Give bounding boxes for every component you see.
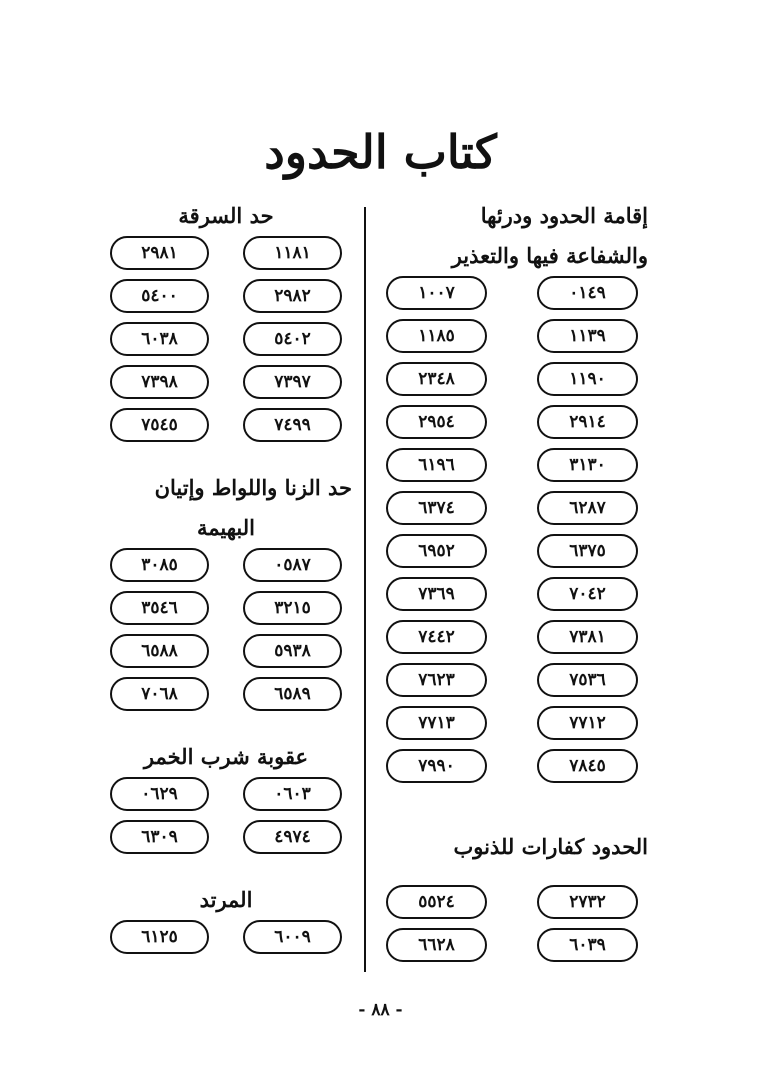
- hadith-number-badge: ٢٣٤٨: [386, 362, 487, 396]
- hadith-number-badge: ٧٠٦٨: [110, 677, 209, 711]
- hadith-number-badge: ٧٨٤٥: [537, 749, 638, 783]
- number-grid-zina: [100, 548, 352, 711]
- hadith-number-badge: ٧٧١٣: [386, 706, 487, 740]
- number-grid-khamr: [100, 777, 352, 854]
- hadith-number-badge: ٣٠٨٥: [110, 548, 209, 582]
- number-grid-hudud: [376, 276, 648, 783]
- section-title-kaffarat: الحدود كفارات للذنوب: [453, 834, 648, 859]
- section-title-hudud-line2: والشفاعة فيها والتعذير: [451, 243, 648, 268]
- hadith-number-badge: ٢٧٣٢: [537, 885, 638, 919]
- column-divider: [364, 207, 366, 972]
- hadith-number-badge: ٧٧١٢: [537, 706, 638, 740]
- hadith-number-badge: ٧٣٨١: [537, 620, 638, 654]
- section-title-sariqa: حد السرقة: [178, 203, 274, 228]
- hadith-number-badge: ٧٦٢٣: [386, 663, 487, 697]
- hadith-number-badge: ٧٩٩٠: [386, 749, 487, 783]
- hadith-number-badge: ٢٩٨٢: [243, 279, 342, 313]
- hadith-number-badge: ٤٩٧٤: [243, 820, 342, 854]
- hadith-number-badge: ٧٣٦٩: [386, 577, 487, 611]
- left-column: [100, 196, 352, 954]
- hadith-number-badge: ٦٩٥٢: [386, 534, 487, 568]
- page-number: - ٨٨ -: [358, 1000, 403, 1020]
- hadith-number-badge: ٦٠٣٨: [110, 322, 209, 356]
- hadith-number-badge: ٦٠٣٩: [537, 928, 638, 962]
- hadith-number-badge: ٧٥٣٦: [537, 663, 638, 697]
- hadith-number-badge: ٦٥٨٩: [243, 677, 342, 711]
- hadith-number-badge: ٥٩٣٨: [243, 634, 342, 668]
- hadith-number-badge: ٦٣٧٤: [386, 491, 487, 525]
- hadith-number-badge: ٠١٤٩: [537, 276, 638, 310]
- hadith-number-badge: ٥٤٠٠: [110, 279, 209, 313]
- section-title-khamr: عقوبة شرب الخمر: [143, 744, 309, 769]
- hadith-number-badge: ١١٣٩: [537, 319, 638, 353]
- hadith-number-badge: ٦٥٨٨: [110, 634, 209, 668]
- hadith-number-badge: ٦١٢٥: [110, 920, 209, 954]
- section-title-murtad: المرتد: [199, 887, 253, 912]
- hadith-number-badge: ٦٣٠٩: [110, 820, 209, 854]
- hadith-number-badge: ٢٩٨١: [110, 236, 209, 270]
- number-grid-murtad: [100, 920, 352, 954]
- hadith-number-badge: ١١٨٥: [386, 319, 487, 353]
- hadith-number-badge: ٠٥٨٧: [243, 548, 342, 582]
- hadith-number-badge: ١١٩٠: [537, 362, 638, 396]
- hadith-number-badge: ١١٨١: [243, 236, 342, 270]
- hadith-number-badge: ٧٣٩٨: [110, 365, 209, 399]
- hadith-number-badge: ٣٢١٥: [243, 591, 342, 625]
- book-title: كتاب الحدود: [264, 125, 497, 179]
- hadith-number-badge: ٠٦٢٩: [110, 777, 209, 811]
- hadith-number-badge: ٧٣٩٧: [243, 365, 342, 399]
- section-title-zina-line1: حد الزنا واللواط وإتيان: [154, 475, 352, 500]
- hadith-number-badge: ٦١٩٦: [386, 448, 487, 482]
- hadith-number-badge: ٣٥٤٦: [110, 591, 209, 625]
- section-title-zina-line2: البهيمة: [197, 515, 255, 540]
- hadith-number-badge: ٣١٣٠: [537, 448, 638, 482]
- hadith-number-badge: ٦٣٧٥: [537, 534, 638, 568]
- hadith-number-badge: ٧٤٩٩: [243, 408, 342, 442]
- hadith-number-badge: ٦٠٠٩: [243, 920, 342, 954]
- right-column: [376, 196, 648, 962]
- hadith-number-badge: ٧٠٤٢: [537, 577, 638, 611]
- hadith-number-badge: ٢٩١٤: [537, 405, 638, 439]
- section-title-hudud-line1: إقامة الحدود ودرئها: [480, 203, 648, 228]
- hadith-number-badge: ١٠٠٧: [386, 276, 487, 310]
- hadith-number-badge: ٢٩٥٤: [386, 405, 487, 439]
- number-grid-sariqa: [100, 236, 352, 442]
- hadith-number-badge: ٦٢٨٧: [537, 491, 638, 525]
- hadith-number-badge: ٥٤٠٢: [243, 322, 342, 356]
- hadith-number-badge: ٧٤٤٢: [386, 620, 487, 654]
- hadith-number-badge: ٠٦٠٣: [243, 777, 342, 811]
- hadith-number-badge: ٦٦٢٨: [386, 928, 487, 962]
- hadith-number-badge: ٧٥٤٥: [110, 408, 209, 442]
- number-grid-kaffarat: [376, 885, 648, 962]
- hadith-number-badge: ٥٥٢٤: [386, 885, 487, 919]
